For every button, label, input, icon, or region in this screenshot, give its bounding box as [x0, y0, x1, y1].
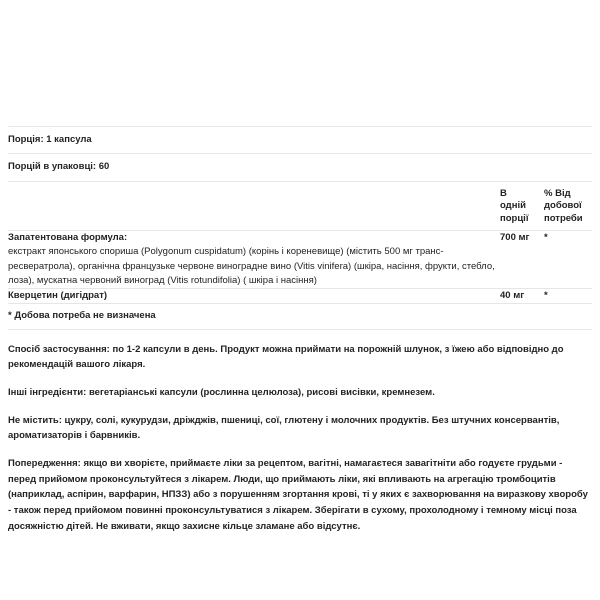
warning-paragraph: Попередження: якщо ви хворієте, приймаєте ліки за рецептом, вагітні, намагаєтеся завагітніти або годуєте грудьми - перед прийомом проконсультуйтеся з лікарем. Люди, що приймають ліки, які впливають на агрегацію тромбоцитів (наприклад, аспірин, варфарин, НПЗЗ) або з порушенням згортання крові, ті у яких є захворювання на виразкову хворобу - також перед прийомом повинні проконсультуватися з лікарем. Зберігати в сухому, прохолодному і темному місці поза досяжністю дітей. Не вживати, якщо захисне кільце зламане або відсутнє.	[8, 457, 588, 532]
directions-paragraph: Спосіб застосування: по 1-2 капсули в день. Продукт можна приймати на порожній шлунок, з їжею або відповідно до рекомендацій вашого лікаря.	[8, 343, 564, 371]
ingredient-name: Запатентована формула:	[8, 232, 128, 244]
header-amount-per-serving	[500, 181, 544, 231]
header-percent-daily-value	[544, 181, 592, 231]
free-from-paragraph: Не містить: цукру, солі, кукурудзи, дріжджів, пшениці, сої, глютену і молочних продуктів. Без штучних консервантів, ароматизаторів і барвників.	[8, 414, 560, 442]
table-row	[8, 289, 592, 304]
header-pct-line-2: добової	[544, 200, 582, 212]
ingredient-proprietary-blend	[8, 231, 500, 289]
footnote-amount-empty	[500, 304, 544, 329]
supplement-facts-table	[8, 126, 592, 330]
header-pct-line-3: потреби	[544, 212, 583, 224]
servings-per-container-label: Порцій в упаковці: 60	[8, 154, 500, 181]
ingredient-amount: 700 мг	[500, 231, 544, 289]
serving-size-amount-empty	[500, 127, 544, 154]
top-whitespace	[8, 0, 592, 126]
servings-pct-empty	[544, 154, 592, 181]
serving-size-row	[8, 127, 592, 154]
servings-amount-empty	[500, 154, 544, 181]
ingredient-name: Кверцетин (дигідрат)	[8, 289, 500, 304]
serving-size-pct-empty	[544, 127, 592, 154]
daily-value-footnote-row	[8, 304, 592, 329]
other-ingredients-paragraph: Інші інгредієнти: вегетаріанські капсули (рослинна целюлоза), рисові висівки, кремнезем.	[8, 386, 435, 398]
servings-per-container-row	[8, 154, 592, 181]
ingredient-percent-daily-value: *	[544, 289, 592, 304]
ingredient-percent-daily-value: *	[544, 231, 592, 289]
header-amount-line-1: В	[500, 187, 507, 199]
footnote-pct-empty	[544, 304, 592, 329]
facts-column-header-row	[8, 181, 592, 231]
header-amount-line-3: порції	[500, 212, 529, 224]
info-sections	[8, 330, 592, 535]
ingredient-amount: 40 мг	[500, 289, 544, 304]
table-row	[8, 231, 592, 289]
ingredient-description: екстракт японського спориша (Polygonum cuspidatum) (корінь і кореневище) (містить 500 мг транс-ресвератрола), органічна французьке червоне виноградне вино (Vitis vinifera) (шкіра, насіння, фрукти, стебло, лоза), мускатна червоний виноград (Vitis rotundifolia) ( шкіра і насіння)	[8, 246, 495, 286]
header-pct-line-1: % Від	[544, 187, 571, 199]
daily-value-footnote: * Добова потреба не визначена	[8, 304, 500, 329]
header-description-blank	[8, 181, 500, 231]
header-amount-line-2: одній	[500, 200, 526, 212]
serving-size-label: Порція: 1 капсула	[8, 127, 500, 154]
